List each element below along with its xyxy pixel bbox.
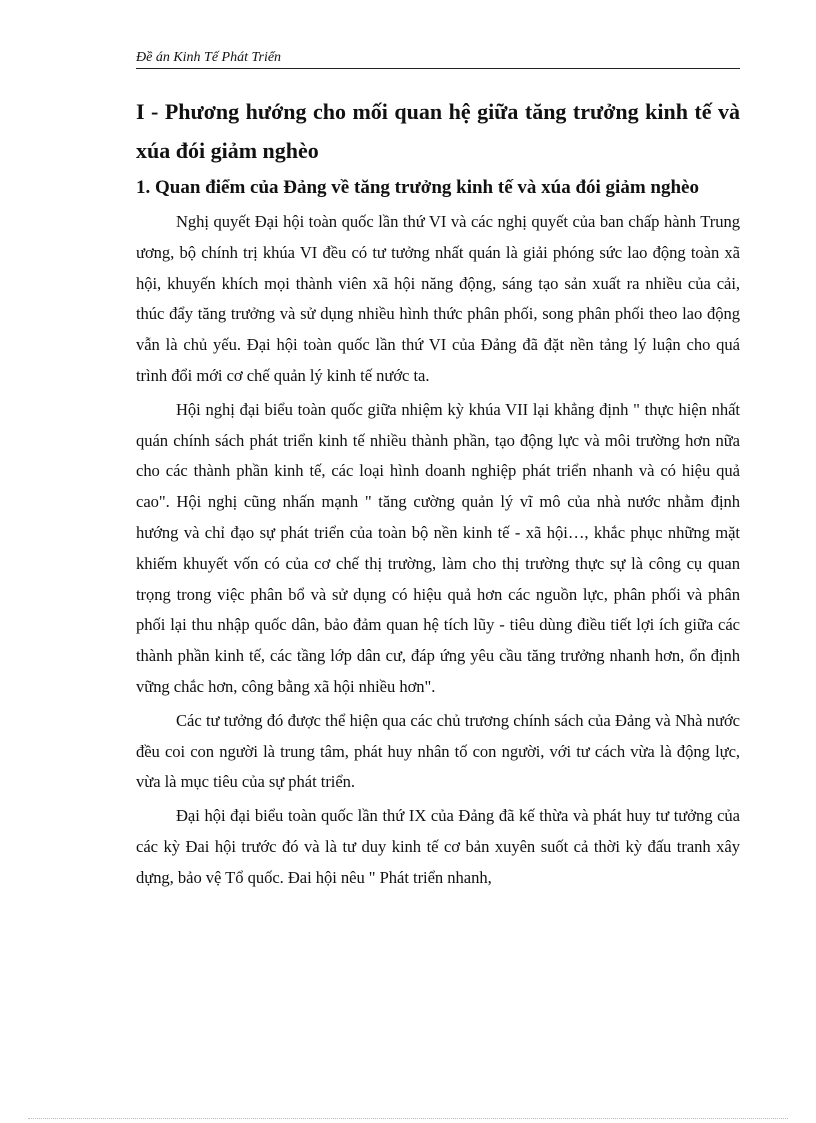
subsection-heading: 1. Quan điểm của Đảng về tăng trưởng kinh tế và xúa đói giảm nghèo	[136, 177, 699, 198]
paragraph-4: Đại hội đại biểu toàn quốc lần thứ IX của Đảng đã kế thừa và phát huy tư tưởng của các kỳ Đai hội trước đó và là tư duy kinh tế cơ bản xuyên suốt cả thời kỳ đấu tranh xây dựng, bảo vệ Tổ quốc. Đai hội nêu " Phát triển nhanh,	[136, 806, 740, 887]
page-content	[136, 92, 740, 897]
page-header: Đề án Kinh Tế Phát Triển	[136, 48, 740, 69]
paragraph-2: Hội nghị đại biểu toàn quốc giữa nhiệm kỳ khúa VII lại khẳng định " thực hiện nhất quán chính sách phát triển kinh tế nhiều thành phần, tạo động lực và môi trường hơn nữa cho các thành phần kinh tế, các loại hình doanh nghiệp phát triển nhanh và có hiệu quả cao". Hội nghị cũng nhấn mạnh " tăng cường quản lý vĩ mô của nhà nước nhằm định hướng và chỉ đạo sự phát triển của toàn bộ nền kinh tế - xã hội…, khắc phục những mặt khiếm khuyết vốn có của cơ chế thị trường, làm cho thị trường thực sự là công cụ quan trọng trong việc phân bổ và sử dụng có hiệu quả hơn các nguồn lực, phân phối và phân phối lại thu nhập quốc dân, bảo đảm quan hệ tích lũy - tiêu dùng điều tiết lợi ích giữa các thành phần kinh tế, các tầng lớp dân cư, đáp ứng yêu cầu tăng trưởng nhanh hơn, ổn định vững chắc hơn, công bằng xã hội nhiều hơn".	[136, 399, 740, 696]
paragraph-3: Các tư tưởng đó được thể hiện qua các chủ trương chính sách của Đảng và Nhà nước đều coi con người là trung tâm, phát huy nhân tố con người, với tư cách vừa là động lực, vừa là mục tiêu của sự phát triển.	[136, 710, 740, 792]
section-heading: I - Phương hướng cho mối quan hệ giữa tăng trưởng kinh tế và xúa đói giảm nghèo	[136, 99, 740, 163]
footer-divider	[28, 1118, 788, 1119]
paragraph-1: Nghị quyết Đại hội toàn quốc lần thứ VI và các nghị quyết của ban chấp hành Trung ương, bộ chính trị khúa VI đều có tư tưởng nhất quán là giải phóng sức lao động toàn xã hội, khuyến khích mọi thành viên xã hội năng động, sáng tạo sản xuất ra nhiều của cải, thúc đẩy tăng trưởng và sử dụng nhiều hình thức phân phối, song phân phối theo lao động vẫn là chủ yếu. Đại hội toàn quốc lần thứ VI của Đảng đã đặt nền tảng lý luận cho quá trình đổi mới cơ chế quản lý kinh tế nước ta.	[136, 212, 740, 385]
